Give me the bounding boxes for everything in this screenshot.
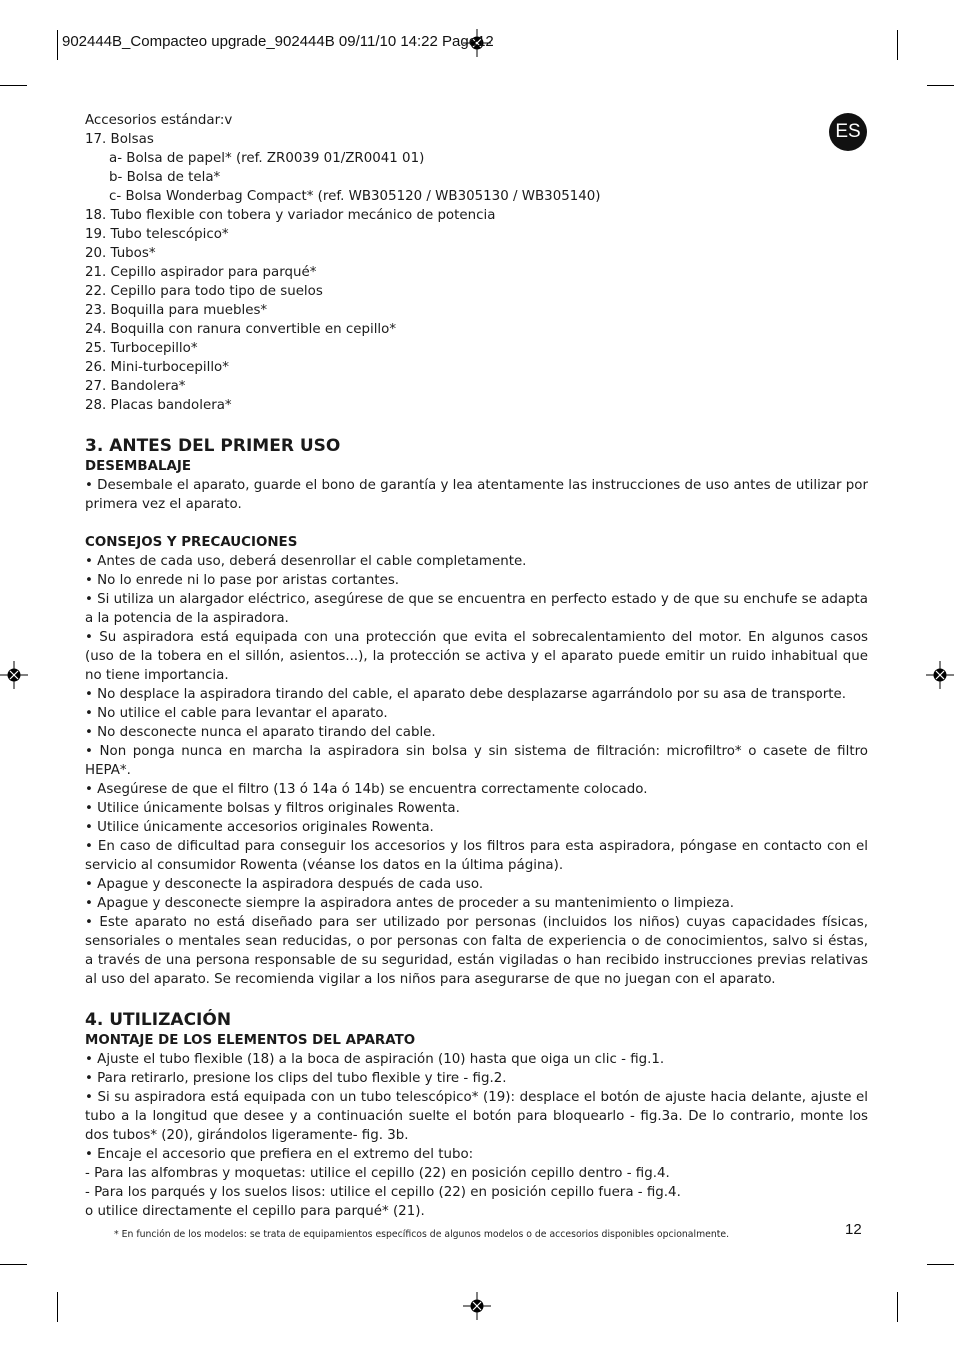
crop-mark [57, 1292, 58, 1322]
crop-mark [927, 1264, 954, 1265]
registration-mark-icon [926, 661, 954, 689]
list-item: 25. Turbocepillo* [85, 341, 198, 356]
bullet-item: o utilice directamente el cepillo para parqué* (21). [85, 1204, 425, 1219]
footnote: * En función de los modelos: se trata de equipamientos específicos de algunos modelos o de accesorios disponibles opcionalmente. [114, 1229, 730, 1240]
page-number: 12 [845, 1221, 862, 1238]
bullet-item: • Utilice únicamente accesorios originales Rowenta. [85, 820, 434, 835]
bullet-item: • Apague y desconecte siempre la aspiradora antes de proceder a su mantenimiento o limpieza. [85, 896, 735, 911]
bullet-item: - Para los parqués y los suelos lisos: utilice el cepillo (22) en posición cepillo fuera - fig.4. [85, 1185, 681, 1200]
crop-mark [897, 30, 898, 60]
list-item: 19. Tubo telescópico* [85, 227, 229, 242]
bullet-item: • Encaje el accesorio que prefiera en el extremo del tubo: [85, 1147, 474, 1162]
accessories-intro: Accesorios estándar:v [85, 113, 233, 128]
bullet-item: • Asegúrese de que el filtro (13 ó 14a ó 14b) se encuentra correctamente colocado. [85, 782, 648, 797]
list-item: 21. Cepillo aspirador para parqué* [85, 265, 317, 280]
print-slug: 902444B_Compacteo upgrade_902444B 09/11/10 14:22 Page12 [62, 33, 494, 50]
crop-mark [0, 85, 27, 86]
subsection-heading: MONTAJE DE LOS ELEMENTOS DEL APARATO [85, 1033, 416, 1048]
bullet-item: • No desconecte nunca el aparato tirando del cable. [85, 725, 436, 740]
list-item: 23. Boquilla para muebles* [85, 303, 268, 318]
bullet-item: • Este aparato no está diseñado para ser utilizado por personas (incluidos los niños) cuyas capacidades físicas, sensoriales o mentales sean reducidas, o por personas con falta de experiencia o de conocimientos, salvo si éstas, a través de una persona responsable de su seguridad, están vigiladas o han recibido instrucciones previas relativas al uso del aparato. Se recomienda vigilar a los niños para asegurarse de que no juegan con el aparato. [85, 915, 868, 987]
bullet-item: • No utilice el cable para levantar el aparato. [85, 706, 388, 721]
bullet-item: • Ajuste el tubo flexible (18) a la boca de aspiración (10) hasta que oiga un clic - fig.1. [85, 1052, 665, 1067]
list-item: 24. Boquilla con ranura convertible en cepillo* [85, 322, 397, 337]
list-item: b- Bolsa de tela* [109, 170, 221, 185]
bullet-item: • Si utiliza un alargador eléctrico, asegúrese de que se encuentra en perfecto estado y de que su enchufe se adapta a la potencia de la aspiradora. [85, 592, 868, 626]
list-item: 18. Tubo flexible con tobera y variador mecánico de potencia [85, 208, 496, 223]
subsection-heading: CONSEJOS Y PRECAUCIONES [85, 535, 298, 550]
bullet-item: • Non ponga nunca en marcha la aspiradora sin bolsa y sin sistema de filtración: microfiltro* o casete de filtro HEPA*. [85, 744, 868, 778]
crop-mark [0, 1264, 27, 1265]
language-badge: ES [829, 113, 867, 151]
bullet-item: • No desplace la aspiradora tirando del cable, el aparato debe desplazarse agarrándolo por su asa de transporte. [85, 687, 846, 702]
bullet-item: • Para retirarlo, presione los clips del tubo flexible y tire - fig.2. [85, 1071, 507, 1086]
registration-mark-icon [0, 661, 28, 689]
list-item: 27. Bandolera* [85, 379, 186, 394]
list-item: 26. Mini-turbocepillo* [85, 360, 229, 375]
list-item: c- Bolsa Wonderbag Compact* (ref. WB305120 / WB305130 / WB305140) [109, 189, 601, 204]
page-content [85, 111, 868, 1221]
section-heading: 3. ANTES DEL PRIMER USO [85, 436, 341, 456]
bullet-item: • Si su aspiradora está equipada con un tubo telescópico* (19): desplace el botón de ajuste hacia delante, ajuste el tubo a la longitud que desee y a continuación suelte el botón para bloquearlo - fig.3a. De lo contrario, monte los dos tubos* (20), girándolos ligeramente- fig. 3b. [85, 1090, 868, 1143]
bullet-item: • Antes de cada uso, deberá desenrollar el cable completamente. [85, 554, 527, 569]
bullet-item: - Para las alfombras y moquetas: utilice el cepillo (22) en posición cepillo dentro - fig.4. [85, 1166, 670, 1181]
bullet-item: • No lo enrede ni lo pase por aristas cortantes. [85, 573, 400, 588]
list-item: 22. Cepillo para todo tipo de suelos [85, 284, 323, 299]
paragraph: • Desembale el aparato, guarde el bono de garantía y lea atentamente las instrucciones de uso antes de utilizar por primera vez el aparato. [85, 478, 868, 512]
bullet-item: • Apague y desconecte la aspiradora después de cada uso. [85, 877, 484, 892]
subsection-heading: DESEMBALAJE [85, 459, 191, 474]
crop-mark [57, 30, 58, 60]
bullet-item: • Utilice únicamente bolsas y filtros originales Rowenta. [85, 801, 460, 816]
registration-mark-icon [463, 1292, 491, 1320]
list-item: 20. Tubos* [85, 246, 156, 261]
crop-mark [897, 1292, 898, 1322]
list-item: a- Bolsa de papel* (ref. ZR0039 01/ZR0041 01) [109, 151, 425, 166]
bullet-item: • En caso de dificultad para conseguir los accesorios y los filtros para esta aspiradora, póngase en contacto con el servicio al consumidor Rowenta (véanse los datos en la última página). [85, 839, 868, 873]
bullet-item: • Su aspiradora está equipada con una protección que evita el sobrecalentamiento del motor. En algunos casos (uso de la tobera en el sillón, asientos...), la protección se activa y el aparato puede emitir un ruido inhabitual que no tiene importancia. [85, 630, 868, 683]
section-heading: 4. UTILIZACIÓN [85, 1010, 232, 1030]
list-item: 28. Placas bandolera* [85, 398, 232, 413]
list-item: 17. Bolsas [85, 132, 154, 147]
crop-mark [927, 85, 954, 86]
